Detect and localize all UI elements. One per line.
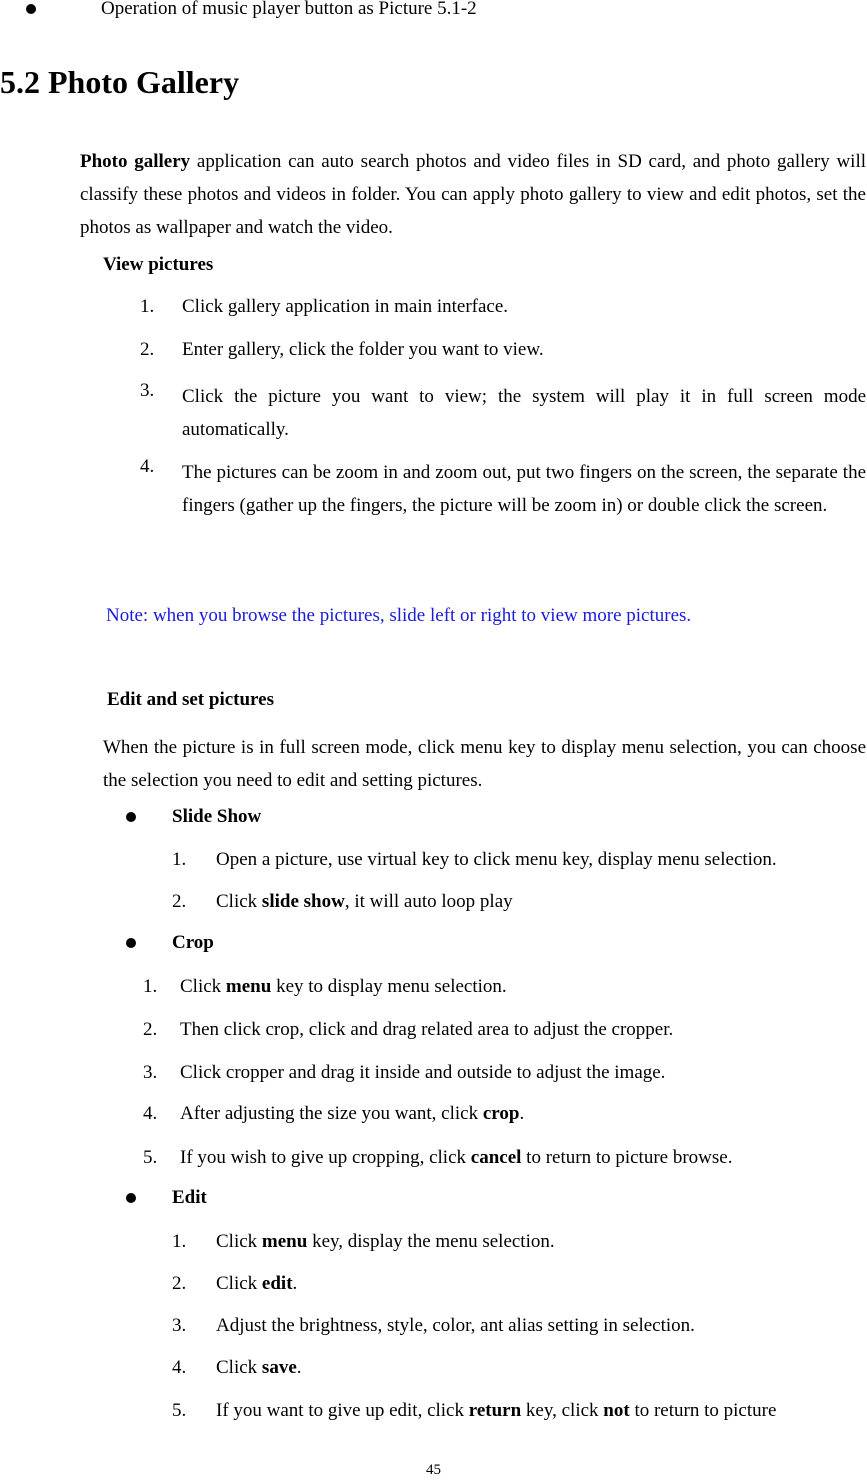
edit-step-num: 1. bbox=[172, 1231, 187, 1252]
view-step-num: 3. bbox=[140, 380, 155, 401]
section-title: 5.2 Photo Gallery bbox=[0, 64, 240, 100]
slide-step-num: 1. bbox=[172, 849, 187, 870]
slide-step-num: 2. bbox=[172, 891, 187, 912]
intro-paragraph bbox=[80, 145, 866, 244]
edit-step-num: 4. bbox=[172, 1357, 187, 1378]
view-step-text: Click the picture you want to view; the system will play it in full screen mode automatically. bbox=[182, 386, 866, 440]
crop-step-text: Click cropper and drag it inside and outside to adjust the image. bbox=[180, 1062, 666, 1083]
crop-step-text: If you wish to give up cropping, click cancel to return to picture browse. bbox=[180, 1147, 733, 1168]
crop-step-num: 5. bbox=[143, 1147, 158, 1168]
view-step-num: 4. bbox=[140, 456, 155, 477]
bullet-icon bbox=[26, 4, 36, 14]
view-step-num: 2. bbox=[140, 339, 155, 360]
crop-step-text: After adjusting the size you want, click crop. bbox=[180, 1103, 525, 1124]
edit-step-text: Click save. bbox=[216, 1357, 302, 1378]
crop-step-text: Click menu key to display menu selection. bbox=[180, 976, 507, 997]
note-text: Note: when you browse the pictures, slide left or right to view more pictures. bbox=[106, 605, 692, 626]
edit-step-num: 3. bbox=[172, 1315, 187, 1336]
edit-heading: Edit bbox=[172, 1187, 207, 1208]
edit-set-paragraph: When the picture is in full screen mode, click menu key to display menu selection, you can choose the selection you need to edit and setting pictures. bbox=[103, 737, 866, 791]
crop-step-num: 1. bbox=[143, 976, 158, 997]
edit-step-text: Click edit. bbox=[216, 1273, 298, 1294]
edit-set-heading: Edit and set pictures bbox=[107, 689, 274, 710]
crop-step-text: Then click crop, click and drag related area to adjust the cropper. bbox=[180, 1019, 674, 1040]
intro-text: application can auto search photos and video files in SD card, and photo gallery will classify these photos and videos in folder. You can apply photo gallery to view and edit photos, set the photos as wallpaper and watch the video. bbox=[80, 151, 866, 238]
bullet-icon bbox=[126, 1193, 136, 1203]
slide-step-text: Click slide show, it will auto loop play bbox=[216, 891, 513, 912]
page-number: 45 bbox=[426, 1462, 441, 1478]
crop-heading: Crop bbox=[172, 932, 214, 953]
crop-step-num: 4. bbox=[143, 1103, 158, 1124]
view-step-text: Click gallery application in main interface. bbox=[182, 296, 509, 317]
bullet-icon bbox=[126, 812, 136, 822]
view-step-text: Enter gallery, click the folder you want to view. bbox=[182, 339, 544, 360]
crop-step-num: 3. bbox=[143, 1062, 158, 1083]
edit-step-text: Click menu key, display the menu selection. bbox=[216, 1231, 555, 1252]
intro-bold: Photo gallery bbox=[80, 151, 191, 172]
slide-step-text: Open a picture, use virtual key to click menu key, display menu selection. bbox=[216, 849, 777, 870]
view-step-text: The pictures can be zoom in and zoom out, put two fingers on the screen, the separate the fingers (gather up the fingers, the picture will be zoom in) or double click the screen. bbox=[182, 462, 866, 516]
edit-step-num: 5. bbox=[172, 1400, 187, 1421]
slide-show-heading: Slide Show bbox=[172, 806, 262, 827]
edit-step-text: If you want to give up edit, click return key, click not to return to picture bbox=[216, 1400, 777, 1421]
edit-step-text: Adjust the brightness, style, color, ant alias setting in selection. bbox=[216, 1315, 695, 1336]
bullet-icon bbox=[126, 938, 136, 948]
view-step-num: 1. bbox=[140, 296, 155, 317]
top-bullet-text: Operation of music player button as Picture 5.1-2 bbox=[101, 0, 477, 19]
view-pictures-heading: View pictures bbox=[103, 254, 214, 275]
crop-step-num: 2. bbox=[143, 1019, 158, 1040]
edit-step-num: 2. bbox=[172, 1273, 187, 1294]
